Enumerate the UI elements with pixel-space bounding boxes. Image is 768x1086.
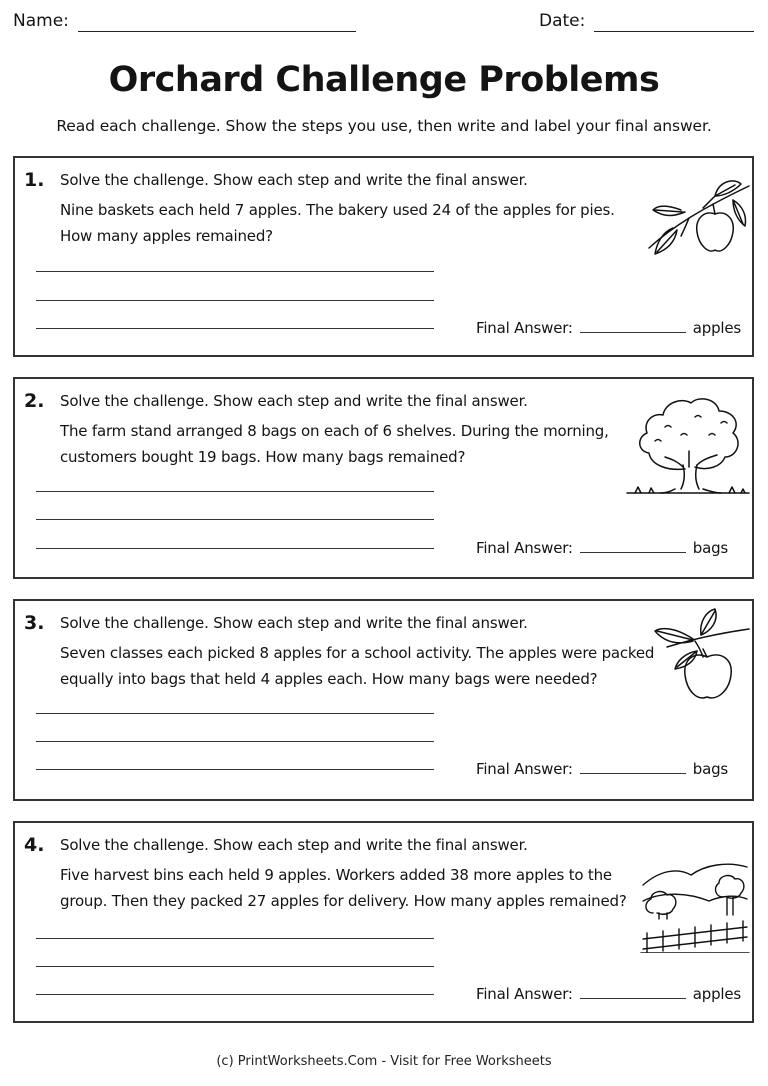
problem-text: Five harvest bins each held 9 apples. Workers added 38 more apples to the group. Then they packed 27 apples for delivery. How many apples remained? xyxy=(60,866,627,910)
footer-credit: (c) PrintWorksheets.Com - Visit for Free Worksheets xyxy=(216,1054,552,1069)
orchard-landscape-icon xyxy=(639,857,751,953)
problem-instruction: Solve the challenge. Show each step and write the final answer. xyxy=(60,171,528,189)
final-answer-label: Final Answer: xyxy=(476,319,573,337)
work-line[interactable] xyxy=(36,938,434,939)
problem-text: The farm stand arranged 8 bags on each of 6 shelves. During the morning, customers bought 19 bags. How many bags remained? xyxy=(60,422,609,466)
page-title: Orchard Challenge Problems xyxy=(108,60,660,100)
work-line[interactable] xyxy=(36,300,434,301)
problem-text: Nine baskets each held 7 apples. The bakery used 24 of the apples for pies. How many apples remained? xyxy=(60,201,615,245)
answer-unit: bags xyxy=(692,760,729,778)
final-answer-label: Final Answer: xyxy=(476,985,573,1003)
problem-number: 4. xyxy=(24,834,45,856)
problem-number: 3. xyxy=(24,612,45,634)
work-line[interactable] xyxy=(36,519,434,520)
work-line[interactable] xyxy=(36,328,434,329)
answer-unit: bags xyxy=(692,539,729,557)
problem-number: 1. xyxy=(24,169,45,191)
work-line[interactable] xyxy=(36,966,434,967)
page-instructions: Read each challenge. Show the steps you use, then write and label your final answer. xyxy=(56,117,712,135)
tree-icon xyxy=(625,391,751,501)
final-answer-blank[interactable] xyxy=(580,772,686,774)
final-answer xyxy=(476,539,728,557)
final-answer-blank[interactable] xyxy=(580,551,686,553)
name-field[interactable] xyxy=(78,31,356,32)
apple-branch-icon xyxy=(637,607,751,709)
answer-unit: apples xyxy=(692,985,742,1003)
problem-1 xyxy=(13,156,754,357)
problem-4 xyxy=(13,821,754,1023)
work-line[interactable] xyxy=(36,741,434,742)
final-answer xyxy=(476,985,741,1003)
problem-instruction: Solve the challenge. Show each step and write the final answer. xyxy=(60,614,528,632)
work-line[interactable] xyxy=(36,548,434,549)
apple-branch-icon xyxy=(643,170,753,262)
problem-text: Seven classes each picked 8 apples for a school activity. The apples were packed equally into bags that held 4 apples each. How many bags were needed? xyxy=(60,644,655,688)
final-answer-blank[interactable] xyxy=(580,331,686,333)
problem-3 xyxy=(13,599,754,801)
final-answer xyxy=(476,319,741,337)
final-answer-label: Final Answer: xyxy=(476,539,573,557)
name-label: Name: xyxy=(13,11,69,31)
date-field[interactable] xyxy=(594,31,754,32)
final-answer-blank[interactable] xyxy=(580,997,686,999)
problem-instruction: Solve the challenge. Show each step and write the final answer. xyxy=(60,836,528,854)
problem-instruction: Solve the challenge. Show each step and write the final answer. xyxy=(60,392,528,410)
work-line[interactable] xyxy=(36,713,434,714)
answer-unit: apples xyxy=(692,319,742,337)
problem-2 xyxy=(13,377,754,579)
problem-number: 2. xyxy=(24,390,45,412)
work-line[interactable] xyxy=(36,994,434,995)
date-label: Date: xyxy=(539,11,586,31)
work-line[interactable] xyxy=(36,769,434,770)
work-line[interactable] xyxy=(36,271,434,272)
final-answer-label: Final Answer: xyxy=(476,760,573,778)
final-answer xyxy=(476,760,728,778)
work-line[interactable] xyxy=(36,491,434,492)
